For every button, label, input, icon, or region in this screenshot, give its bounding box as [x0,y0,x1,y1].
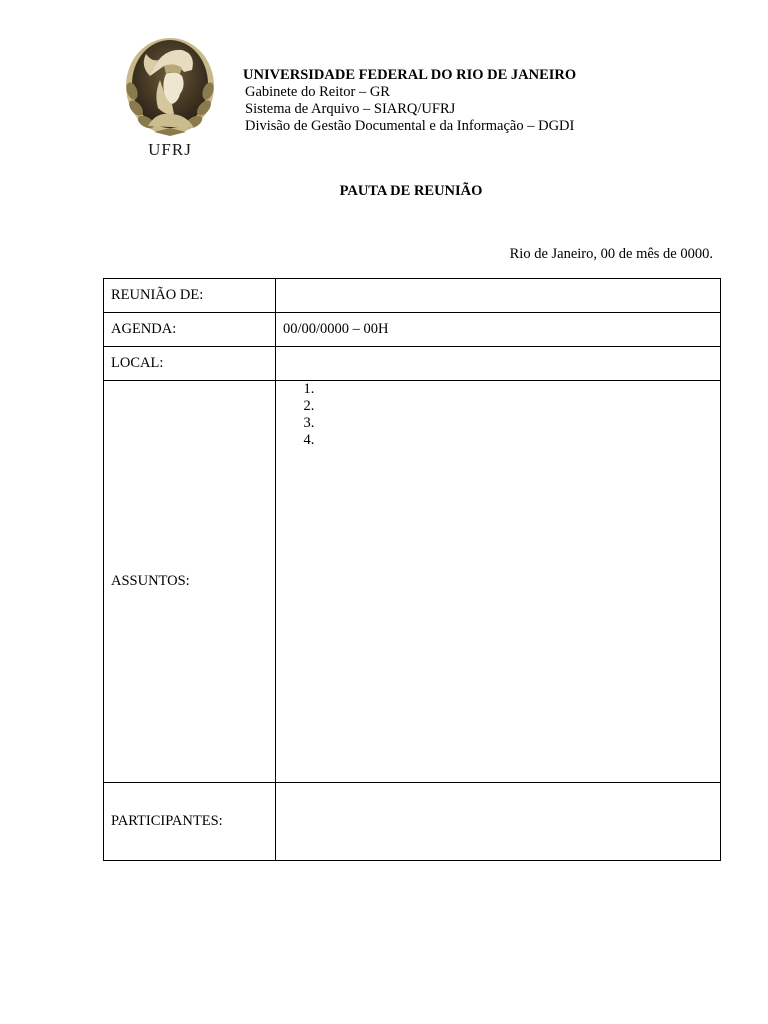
meeting-agenda-table [103,278,721,861]
reuniao-label: REUNIÃO DE: [104,279,276,313]
assuntos-label: ASSUNTOS: [104,381,276,783]
participantes-value[interactable] [276,783,721,861]
reuniao-value[interactable] [276,279,721,313]
table-row-reuniao [104,279,721,313]
date-line: Rio de Janeiro, 00 de mês de 0000. [509,246,713,262]
table-row-assuntos [104,381,721,783]
agenda-value[interactable]: 00/00/0000 – 00H [276,313,721,347]
list-item[interactable] [318,432,713,449]
minerva-emblem-icon [120,36,220,138]
institution-name: UNIVERSIDADE FEDERAL DO RIO DE JANEIRO [243,67,577,83]
table-row-local [104,347,721,381]
ufrj-logo [120,36,220,162]
assuntos-list [283,381,713,449]
assuntos-value[interactable] [276,381,721,783]
list-item[interactable] [318,398,713,415]
header-line-1: Gabinete do Reitor – GR [245,84,390,100]
list-item[interactable] [318,381,713,398]
participantes-label: PARTICIPANTES: [104,783,276,861]
local-value[interactable] [276,347,721,381]
list-item[interactable] [318,415,713,432]
table-row-participantes [104,783,721,861]
table-row-agenda [104,313,721,347]
header-line-2: Sistema de Arquivo – SIARQ/UFRJ [245,101,456,117]
logo-text: UFRJ [148,140,192,159]
document-title: PAUTA DE REUNIÃO [339,183,483,199]
agenda-label: AGENDA: [104,313,276,347]
institution-header [243,67,576,135]
local-label: LOCAL: [104,347,276,381]
header-line-3: Divisão de Gestão Documental e da Informação – DGDI [245,118,575,134]
